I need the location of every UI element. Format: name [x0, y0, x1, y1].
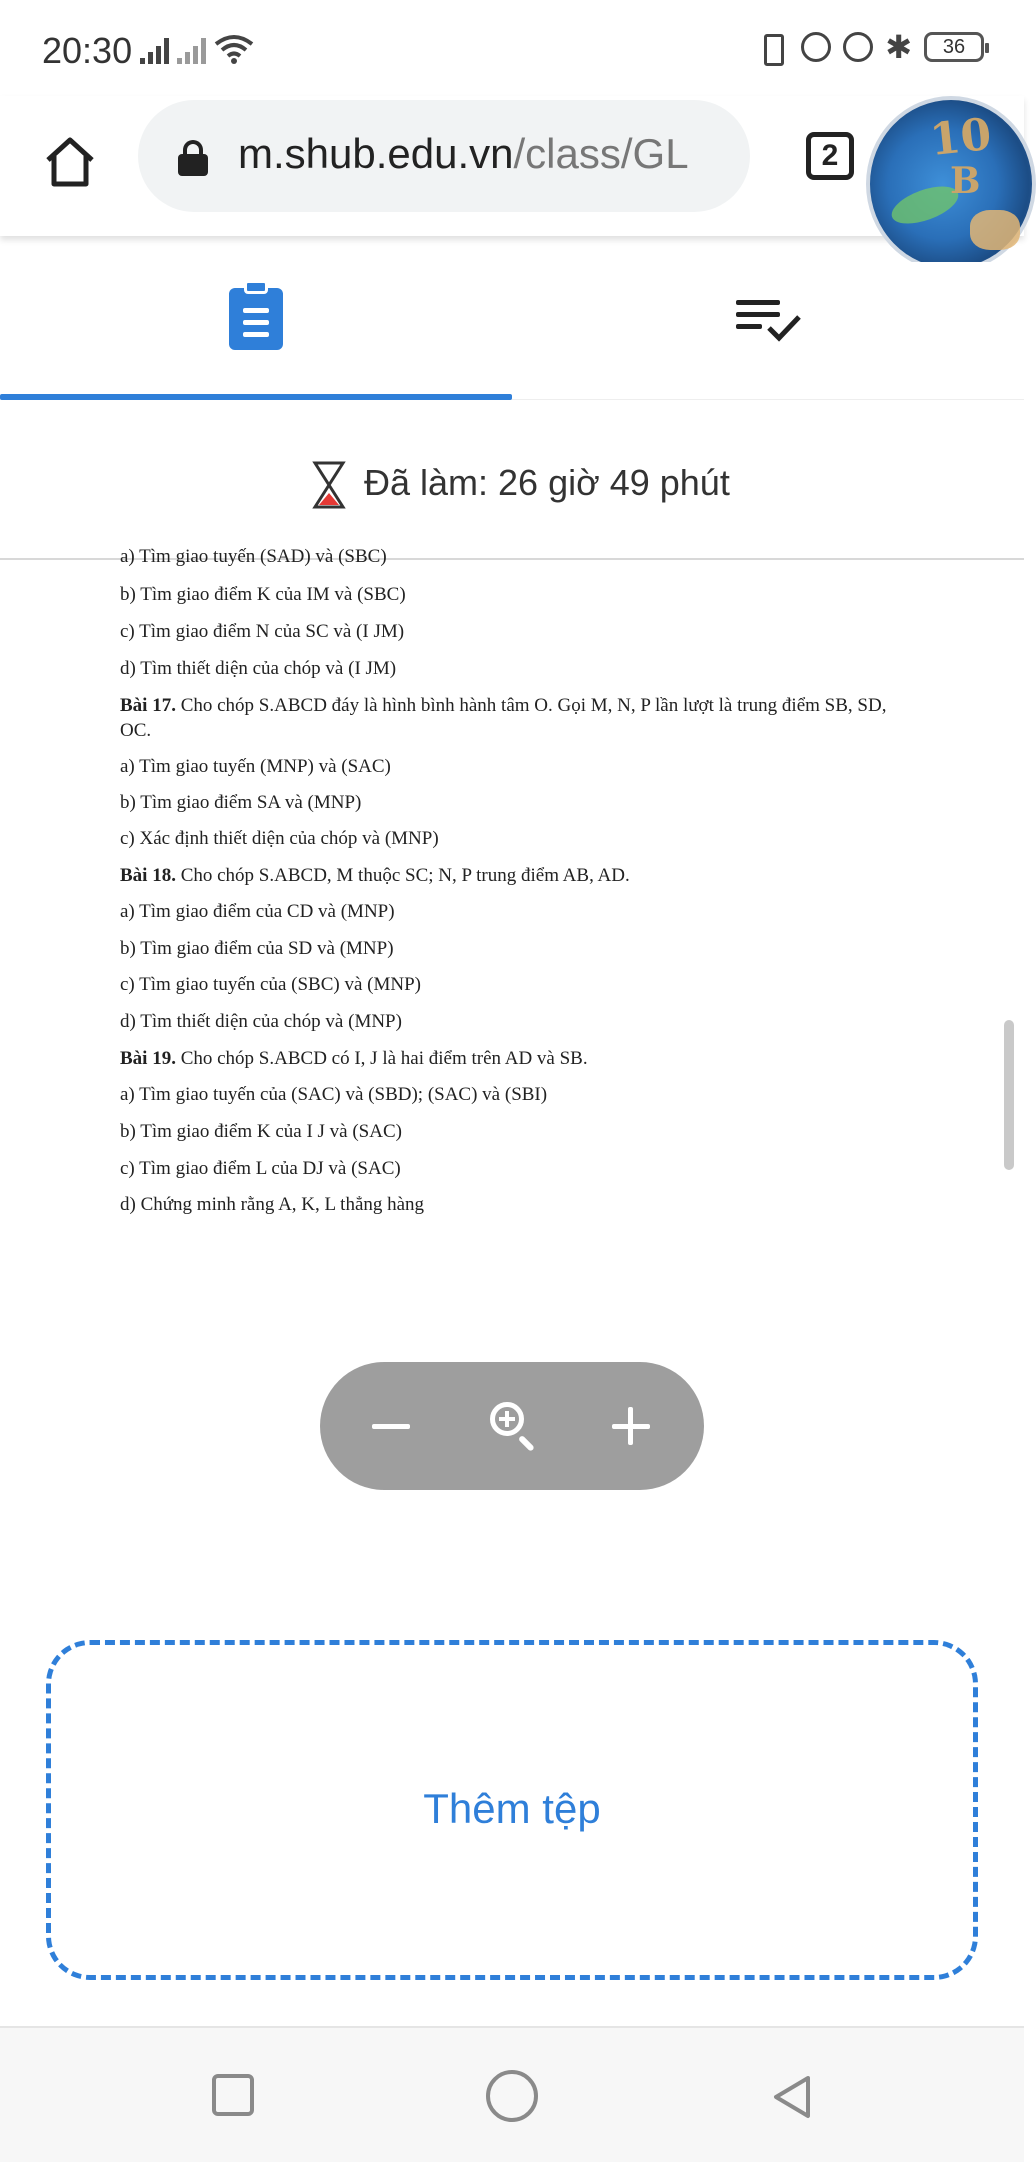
clipboard-icon	[229, 288, 283, 350]
battery-icon: 36	[924, 32, 984, 62]
rotation-lock-icon	[801, 32, 831, 62]
home-button[interactable]	[486, 2070, 538, 2122]
doc-line: a) Tìm giao tuyến (SAD) và (SBC)	[120, 546, 387, 567]
zoom-in-button[interactable]	[572, 1362, 692, 1490]
doc-line: b) Tìm giao điểm K của I J và (SAC)	[120, 1121, 402, 1142]
status-right-icons	[755, 29, 984, 65]
doc-line: d) Tìm thiết diện của chóp và (I JM)	[120, 658, 397, 679]
url-host: m.shub.edu.vn	[238, 130, 514, 177]
address-bar[interactable]	[138, 100, 750, 212]
home-icon[interactable]	[40, 132, 100, 192]
status-bar	[0, 0, 1024, 96]
url-text[interactable]	[238, 130, 738, 178]
doc-line: Bài 18. Cho chóp S.ABCD, M thuộc SC; N, P trung điểm AB, AD.	[120, 865, 630, 886]
doc-line: b) Tìm giao điểm SA và (MNP)	[120, 792, 362, 813]
doc-line: c) Xác định thiết diện của chóp và (MNP)	[120, 828, 439, 849]
hourglass-icon	[312, 460, 346, 510]
doc-line: OC.	[120, 720, 152, 741]
signal-no-service-icon	[177, 38, 206, 64]
tab-bar	[0, 262, 1024, 400]
doc-line: c) Tìm giao điểm N của SC và (I JM)	[120, 621, 405, 642]
doc-line: b) Tìm giao điểm của SD và (MNP)	[120, 938, 394, 959]
add-file-label: Thêm tệp	[423, 1785, 601, 1832]
avatar[interactable]: 10 B	[866, 96, 1036, 272]
browser-toolbar	[0, 96, 1024, 236]
signal-icon	[140, 38, 169, 64]
time-spent-text: Đã làm: 26 giờ 49 phút	[364, 462, 730, 503]
alarm-icon	[843, 32, 873, 62]
checklist-icon	[736, 300, 800, 344]
scrollbar-thumb[interactable]	[1004, 1020, 1014, 1170]
doc-line: Bài 19. Cho chóp S.ABCD có I, J là hai điểm trên AD và SB.	[120, 1048, 588, 1069]
recent-apps-button[interactable]	[212, 2074, 254, 2116]
system-navigation-bar	[0, 2026, 1024, 2162]
tab-switcher-button[interactable]: 2	[806, 132, 854, 180]
tab-checklist[interactable]	[512, 262, 1024, 400]
doc-line: a) Tìm giao tuyến (MNP) và (SAC)	[120, 756, 391, 777]
doc-line: c) Tìm giao điểm L của DJ và (SAC)	[120, 1158, 401, 1179]
back-icon[interactable]	[768, 2072, 818, 2122]
bluetooth-icon: ✱	[885, 29, 912, 65]
doc-line: c) Tìm giao tuyến của (SBC) và (MNP)	[120, 974, 421, 995]
time-spent-bar	[0, 418, 1024, 560]
doc-line: d) Chứng minh rằng A, K, L thẳng hàng	[120, 1194, 425, 1215]
doc-line: a) Tìm giao tuyến của (SAC) và (SBD); (SAC) và (SBI)	[120, 1084, 548, 1105]
doc-line: Bài 17. Cho chóp S.ABCD đáy là hình bình hành tâm O. Gọi M, N, P lần lượt là trung điểm SB, SD,	[120, 695, 887, 716]
zoom-reset-button[interactable]	[452, 1362, 572, 1490]
tab-assignment[interactable]	[0, 262, 512, 400]
wifi-icon	[214, 34, 254, 64]
status-time: 20:30	[42, 30, 133, 71]
doc-line: a) Tìm giao điểm của CD và (MNP)	[120, 901, 395, 922]
document-viewer[interactable]	[0, 546, 1024, 1220]
signal-icons	[140, 34, 254, 64]
zoom-out-button[interactable]	[332, 1362, 452, 1490]
doc-line: d) Tìm thiết diện của chóp và (MNP)	[120, 1011, 402, 1032]
doc-line: b) Tìm giao điểm K của IM và (SBC)	[120, 584, 406, 605]
url-path: /class/GL	[513, 130, 689, 177]
minus-icon	[372, 1424, 410, 1429]
active-tab-indicator	[0, 394, 512, 400]
zoom-control	[320, 1362, 704, 1490]
add-file-dropzone[interactable]	[46, 1640, 978, 1980]
vibrate-icon	[755, 32, 789, 62]
lock-icon	[178, 140, 208, 174]
